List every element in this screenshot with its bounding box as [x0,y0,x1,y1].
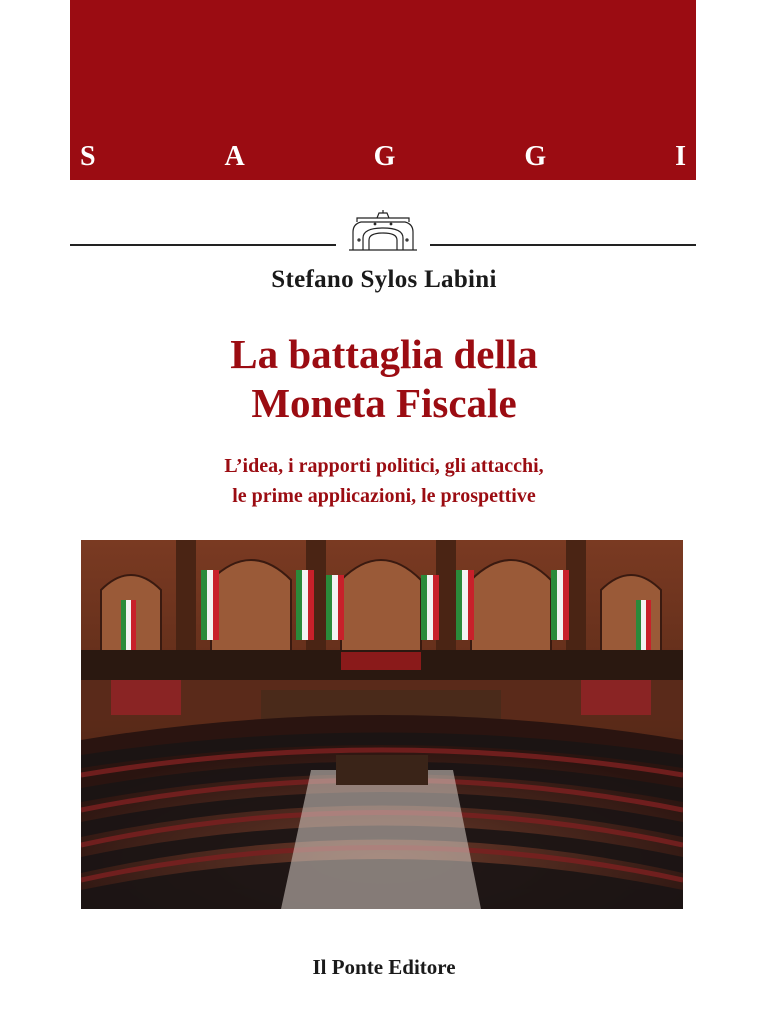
divider-line-right [430,244,696,246]
series-letter: I [675,141,686,172]
book-title [0,330,768,428]
title-line: Moneta Fiscale [251,380,517,426]
parliament-illustration [81,540,683,909]
book-subtitle [0,451,768,511]
subtitle-line: le prime applicazioni, le prospettive [232,485,536,507]
series-name [70,142,696,172]
subtitle-line: L’idea, i rapporti politici, gli attacchi, [224,455,544,477]
logo-divider [70,210,696,255]
series-letter: A [224,141,245,172]
series-letter: S [80,141,96,172]
publisher-name: Il Ponte Editore [312,955,456,979]
series-letter: G [524,141,547,172]
publisher-logo-icon [347,210,419,255]
title-line: La battaglia della [230,331,538,377]
parliament-photo [81,540,683,909]
divider-line-left [70,244,336,246]
series-band [70,0,696,180]
author-name: Stefano Sylos Labini [271,266,497,293]
series-letter: G [373,141,396,172]
